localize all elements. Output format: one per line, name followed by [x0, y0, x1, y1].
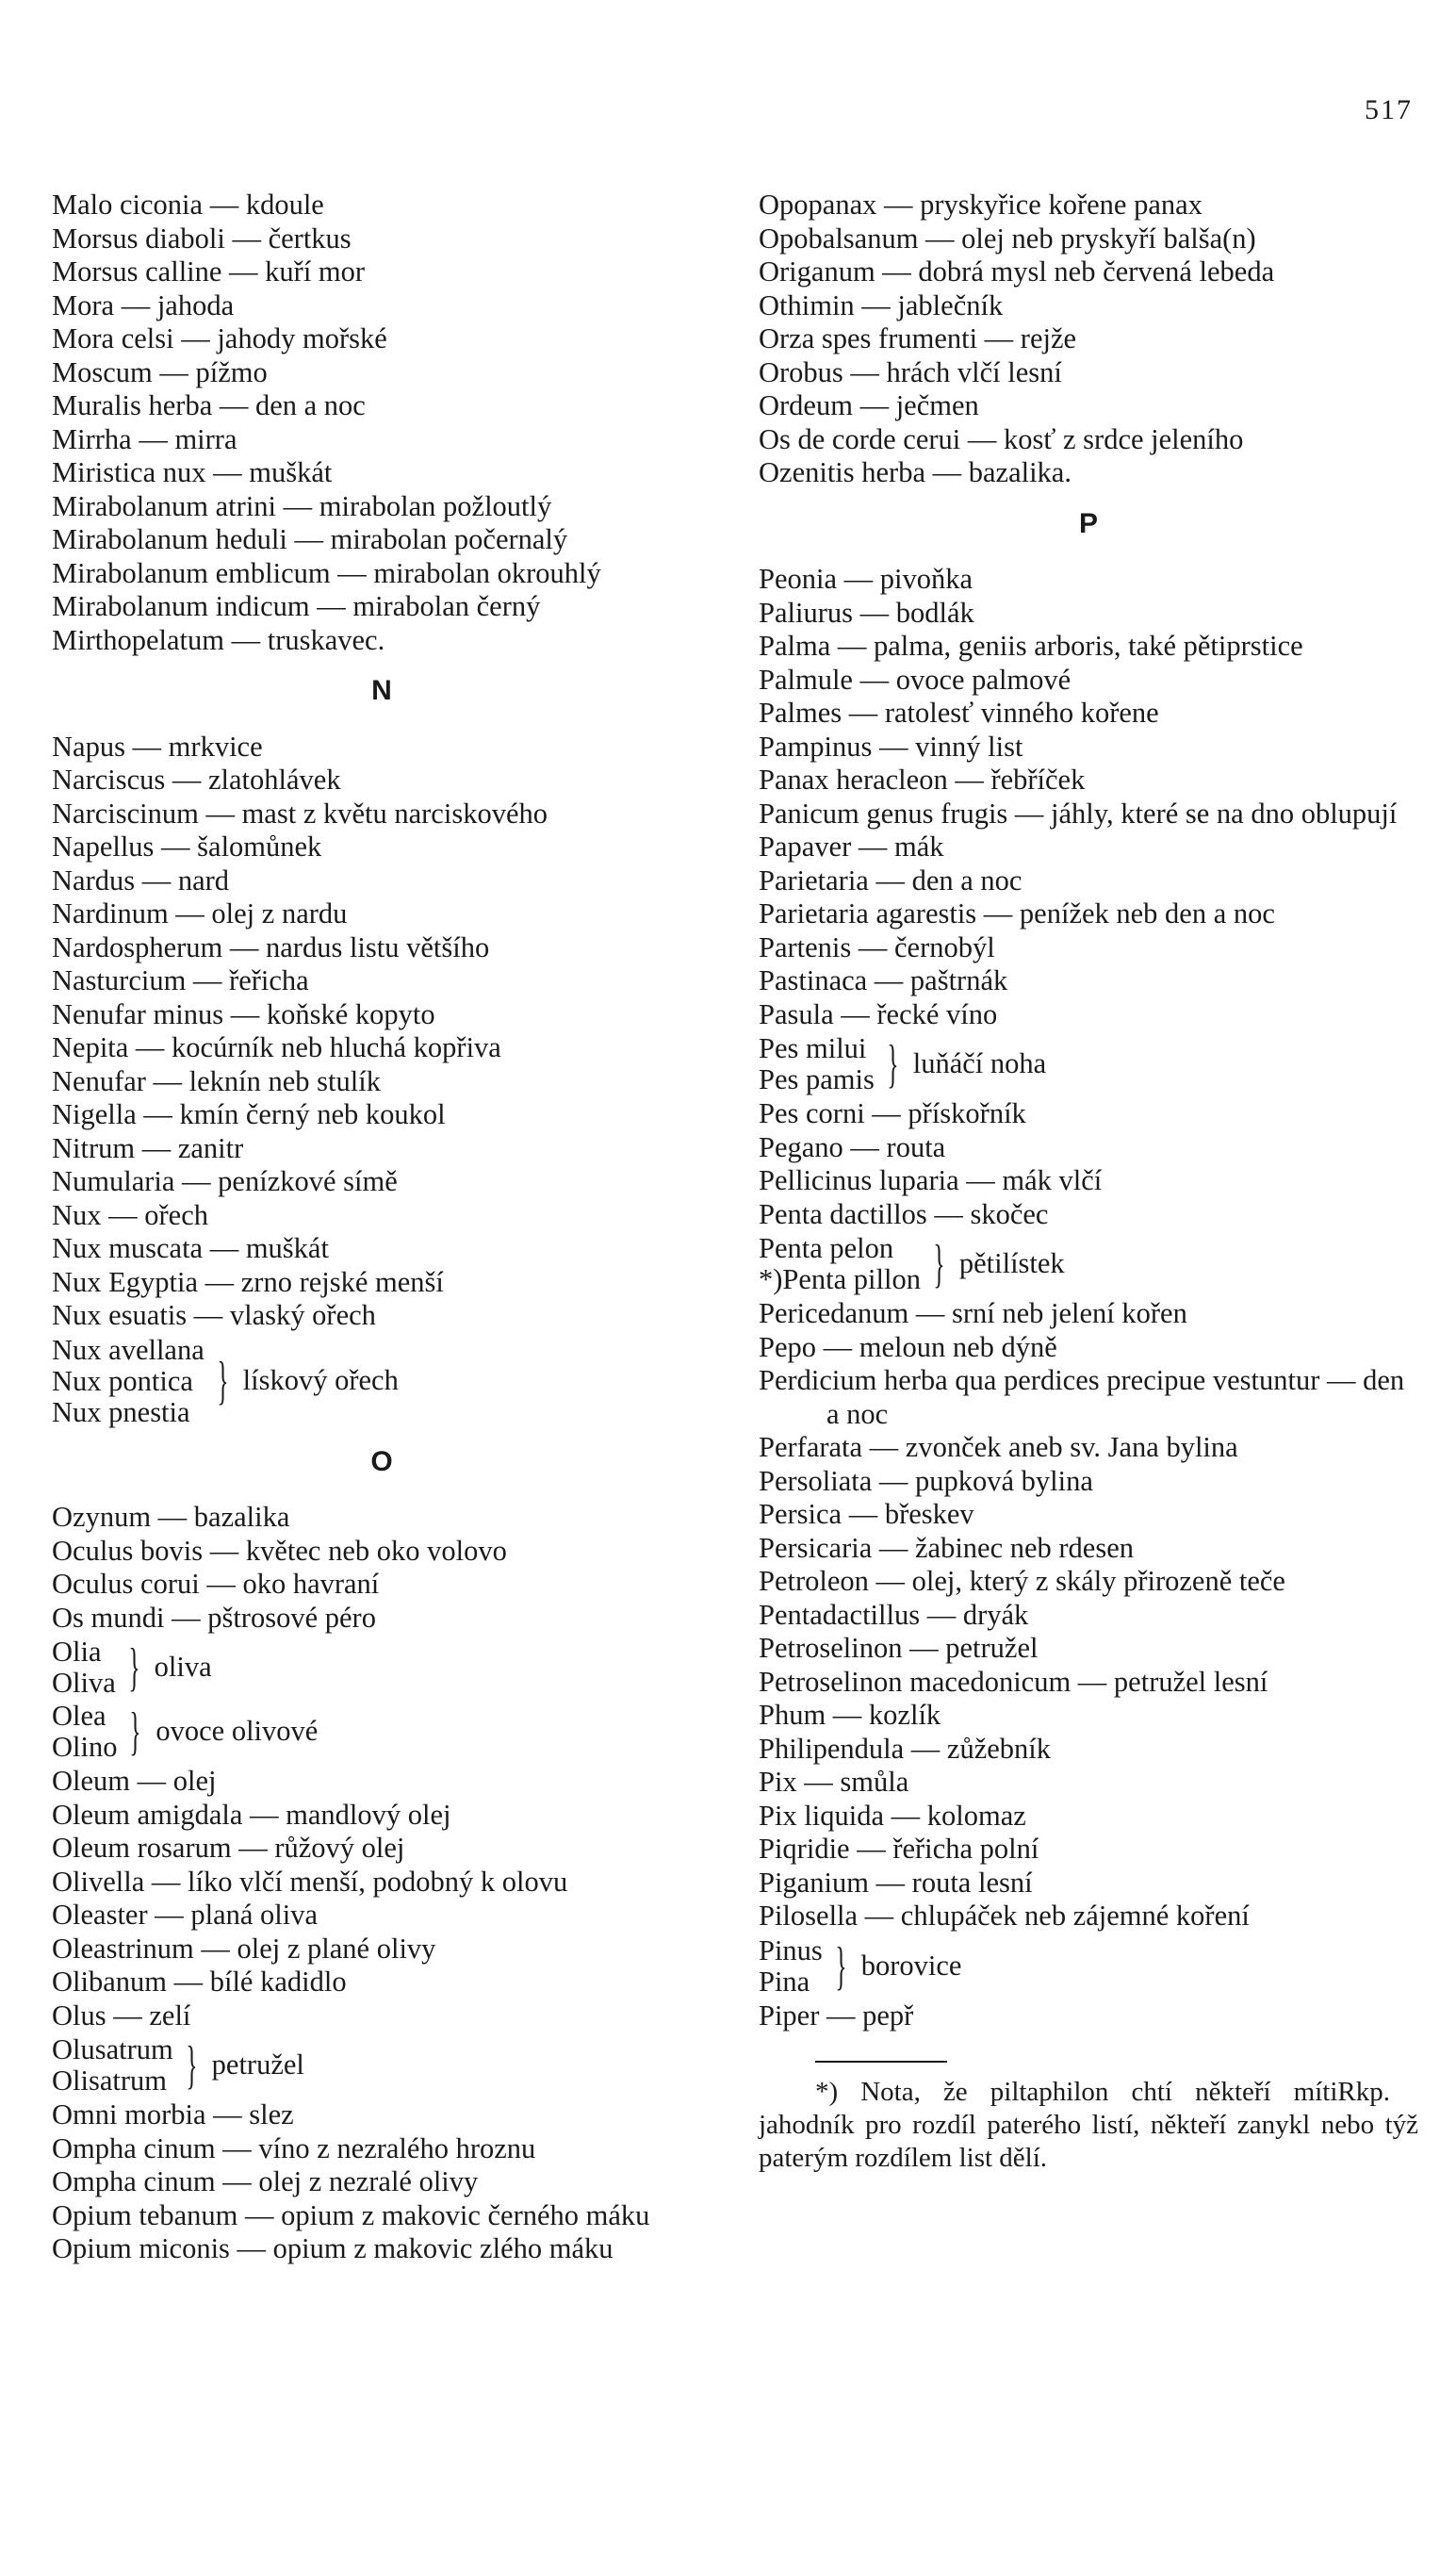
- dictionary-entry: Nux — ořech: [52, 1198, 209, 1231]
- o-group-2: [52, 1701, 712, 1763]
- grouped-term: Nux avellana: [52, 1333, 204, 1366]
- dictionary-entry: Opium miconis — opium z makovic zlého máku: [52, 2232, 613, 2264]
- grouped-term: Oliva: [52, 1667, 116, 1699]
- dictionary-entry: Pegano — routa: [759, 1130, 946, 1163]
- o-entries-b: [52, 1765, 712, 2032]
- dictionary-entry: Moscum — pížmo: [52, 355, 268, 388]
- dictionary-entry: Piganium — routa lesní: [759, 1866, 1033, 1899]
- dictionary-entry: Oculus bovis — květec neb oko volovo: [52, 1534, 507, 1567]
- grouped-term: Nux pnestia: [52, 1395, 190, 1428]
- dictionary-entry: Olibanum — bílé kadidlo: [52, 1966, 347, 1998]
- p-group-3: [759, 1935, 1418, 1998]
- section-heading-n: N: [371, 675, 392, 706]
- dictionary-entry: Mora celsi — jahody mořské: [52, 322, 387, 354]
- footnote-divider: [815, 2061, 947, 2063]
- right-brace-icon: }: [887, 1035, 899, 1094]
- dictionary-entry: Nenufar — leknín neb stulík: [52, 1064, 381, 1097]
- right-brace-icon: }: [186, 2036, 198, 2095]
- dictionary-entry: Pastinaca — paštrnák: [759, 964, 1008, 996]
- dictionary-entry: Oleum rosarum — růžový olej: [52, 1832, 405, 1864]
- dictionary-entry: Palma — palma, geniis arboris, také pětiprstice: [759, 630, 1303, 662]
- grouped-gloss: ovoce olivové: [155, 1715, 319, 1748]
- dictionary-entry: Palmule — ovoce palmové: [759, 663, 1072, 696]
- right-brace-icon: }: [129, 1703, 141, 1761]
- dictionary-entry: Oleum — olej: [52, 1765, 217, 1797]
- dictionary-entry: Nux Egyptia — zrno rejské menší: [52, 1265, 444, 1298]
- dictionary-entry: Olivella — líko vlčí menší, podobný k olovu: [52, 1865, 568, 1898]
- dictionary-entry: Perfarata — zvonček aneb sv. Jana bylina: [759, 1431, 1238, 1463]
- dictionary-entry: Ozynum — bazalika: [52, 1501, 290, 1533]
- dictionary-entry: Partenis — černobýl: [759, 930, 995, 963]
- dictionary-entry: Opobalsanum — olej neb pryskyří balša(n): [759, 222, 1256, 255]
- section-heading-o: O: [370, 1445, 393, 1477]
- dictionary-entry: Mirabolanum heduli — mirabolan počernalý: [52, 523, 568, 555]
- grouped-terms: [52, 1335, 204, 1428]
- dictionary-entry: Othimin — jablečník: [759, 288, 1004, 321]
- section-heading-p: P: [1078, 507, 1098, 539]
- dictionary-entry: Miristica nux — muškát: [52, 456, 333, 488]
- o-entries-right: [759, 189, 1418, 490]
- right-column: [759, 189, 1418, 2175]
- grouped-gloss: luňáčí noha: [912, 1047, 1047, 1080]
- dictionary-entry: Penta dactillos — skočec: [759, 1197, 1049, 1230]
- footnote-text: *) Nota, že piltaphilon chtí někteří míti jahodník pro rozdíl paterého listí, někteří zanykl nebo týž paterým rozdílem list dělí.: [759, 2077, 1418, 2173]
- dictionary-entry: Nigella — kmín černý neb koukol: [52, 1098, 446, 1130]
- m-entries: [52, 189, 712, 657]
- dictionary-entry: Ompha cinum — víno z nezralého hroznu: [52, 2131, 536, 2164]
- dictionary-entry: Opopanax — pryskyřice kořene panax: [759, 189, 1202, 221]
- dictionary-entry: Mirrha — mirra: [52, 422, 237, 455]
- dictionary-entry: Peonia — pivoňka: [759, 563, 973, 595]
- grouped-term: Penta pelon: [759, 1232, 894, 1264]
- dictionary-entry: Pampinus — vinný list: [759, 730, 1023, 763]
- dictionary-entry: Piqridie — řeřicha polní: [759, 1833, 1039, 1865]
- dictionary-entry: Nitrum — zanitr: [52, 1131, 244, 1164]
- dictionary-entry: Perdicium herba qua perdices precipue vestuntur — den a noc: [759, 1364, 1405, 1430]
- grouped-terms: [759, 1033, 875, 1095]
- grouped-term: *)Penta pillon: [759, 1263, 921, 1295]
- o-group-1: [52, 1637, 712, 1699]
- dictionary-entry: Pericedanum — srní neb jelení kořen: [759, 1297, 1187, 1329]
- dictionary-entry: Orobus — hrách vlčí lesní: [759, 355, 1062, 388]
- dictionary-entry: Numularia — penízkové símě: [52, 1165, 398, 1197]
- grouped-term: Olusatrum: [52, 2033, 173, 2065]
- grouped-term: Olisatrum: [52, 2065, 167, 2097]
- grouped-terms: [52, 2034, 173, 2097]
- dictionary-entry: Mirabolanum emblicum — mirabolan okrouhlý: [52, 556, 601, 589]
- dictionary-entry: Petroselinon macedonicum — petružel lesní: [759, 1665, 1268, 1698]
- dictionary-entry: Papaver — mák: [759, 831, 944, 863]
- grouped-terms: [52, 1637, 116, 1699]
- dictionary-entry: Narciscus — zlatohlávek: [52, 764, 341, 796]
- dictionary-entry: Muralis herba — den a noc: [52, 389, 366, 421]
- footnote: [759, 2076, 1418, 2175]
- dictionary-entry: Panicum genus frugis — jáhly, které se na dno oblupují: [759, 797, 1398, 830]
- grouped-term: Pes pamis: [759, 1063, 875, 1095]
- dictionary-entry: Persica — břeskev: [759, 1498, 974, 1530]
- dictionary-entry: Pepo — meloun neb dýně: [759, 1330, 1057, 1363]
- dictionary-entry: Nux muscata — muškát: [52, 1232, 329, 1264]
- grouped-term: Olea: [52, 1700, 106, 1732]
- dictionary-entry: Persicaria — žabinec neb rdesen: [759, 1531, 1135, 1564]
- grouped-gloss: pětilístek: [958, 1247, 1065, 1280]
- p-group-1: [759, 1033, 1418, 1095]
- dictionary-entry: Phum — kozlík: [759, 1699, 941, 1731]
- dictionary-entry: Petroselinon — petružel: [759, 1632, 1039, 1664]
- dictionary-entry: Ordeum — ječmen: [759, 389, 979, 421]
- dictionary-entry: Pix — smůla: [759, 1766, 909, 1798]
- dictionary-entry: Nardinum — olej z nardu: [52, 897, 348, 930]
- p-group-2: [759, 1233, 1418, 1295]
- dictionary-entry: Olus — zelí: [52, 1999, 191, 2032]
- dictionary-entry: Ompha cinum — olej z nezralé olivy: [52, 2165, 479, 2197]
- page-number: 517: [1365, 94, 1413, 125]
- dictionary-entry: Pentadactillus — dryák: [759, 1598, 1029, 1631]
- grouped-gloss: petružel: [211, 2048, 304, 2081]
- dictionary-entry: Orza spes frumenti — rejže: [759, 322, 1077, 354]
- p-entries-b: [759, 1097, 1418, 1231]
- right-brace-icon: }: [128, 1638, 140, 1697]
- dictionary-entry: Palmes — ratolesť vinného kořene: [759, 697, 1159, 729]
- dictionary-entry: Pix liquida — kolomaz: [759, 1799, 1026, 1832]
- dictionary-entry: Parietaria agarestis — penížek neb den a noc: [759, 897, 1275, 930]
- dictionary-entry: Parietaria — den a noc: [759, 864, 1022, 897]
- dictionary-entry: Oleum amigdala — mandlový olej: [52, 1798, 451, 1831]
- p-entries-d: [759, 1999, 1418, 2033]
- right-brace-icon: }: [217, 1352, 229, 1410]
- dictionary-entry: Morsus diaboli — čertkus: [52, 222, 352, 255]
- grouped-term: Pina: [759, 1965, 810, 1998]
- grouped-term: Olia: [52, 1636, 102, 1668]
- dictionary-entry: Os de corde cerui — kosť z srdce jeleního: [759, 422, 1244, 455]
- dictionary-entry: Paliurus — bodlák: [759, 596, 974, 629]
- right-brace-icon: }: [835, 1936, 847, 1996]
- dictionary-entry: Nepita — kocúrník neb hluchá kopřiva: [52, 1031, 501, 1063]
- grouped-term: Pes milui: [759, 1032, 867, 1064]
- dictionary-entry: Nardospherum — nardus listu většího: [52, 930, 490, 963]
- dictionary-entry: Petroleon — olej, který z skály přirozeně teče: [759, 1565, 1285, 1597]
- grouped-gloss: lískový ořech: [242, 1364, 399, 1397]
- dictionary-entry: Morsus calline — kuří mor: [52, 255, 366, 288]
- dictionary-entry: Persoliata — pupková bylina: [759, 1464, 1093, 1497]
- grouped-gloss: borovice: [860, 1949, 962, 1982]
- dictionary-entry: Mirthopelatum — truskavec.: [52, 623, 385, 656]
- grouped-terms: [52, 1701, 117, 1763]
- dictionary-entry: Pasula — řecké víno: [759, 997, 998, 1030]
- dictionary-entry: Philipendula — zůžebník: [759, 1732, 1052, 1765]
- dictionary-entry: Nenufar minus — koňské kopyto: [52, 997, 435, 1030]
- dictionary-entry: Napus — mrkvice: [52, 730, 263, 763]
- dictionary-entry: Nardus — nard: [52, 864, 230, 897]
- dictionary-entry: Narciscinum — mast z květu narciskového: [52, 797, 548, 830]
- dictionary-entry: Nux esuatis — vlaský ořech: [52, 1299, 376, 1331]
- dictionary-entry: Pilosella — chlupáček neb zájemné koření: [759, 1900, 1250, 1932]
- dictionary-entry: Oleastrinum — olej z plané olivy: [52, 1932, 436, 1965]
- n-group: [52, 1335, 712, 1428]
- dictionary-entry: Os mundi — pštrosové péro: [52, 1601, 376, 1634]
- dictionary-entry: Mora — jahoda: [52, 288, 235, 321]
- o-group-3: [52, 2034, 712, 2097]
- grouped-term: Nux pontica: [52, 1364, 193, 1397]
- dictionary-entry: Oculus corui — oko havraní: [52, 1568, 380, 1600]
- footnote-source-abbr: Rkp.: [1337, 2077, 1390, 2107]
- o-entries-c: [52, 2098, 712, 2266]
- grouped-term: Olino: [52, 1731, 118, 1763]
- dictionary-entry: Mirabolanum atrini — mirabolan požloutlý: [52, 489, 552, 522]
- dictionary-entry: Nasturcium — řeřicha: [52, 964, 309, 996]
- grouped-gloss: oliva: [154, 1651, 212, 1684]
- dictionary-entry: Mirabolanum indicum — mirabolan černý: [52, 590, 541, 622]
- p-entries-c: [759, 1297, 1418, 1933]
- p-entries-a: [759, 563, 1418, 1031]
- o-entries-a: [52, 1501, 712, 1635]
- dictionary-entry: Origanum — dobrá mysl neb červená lebeda: [759, 255, 1275, 288]
- grouped-terms: [759, 1935, 823, 1998]
- dictionary-entry: Panax heracleon — řebříček: [759, 764, 1086, 796]
- right-brace-icon: }: [933, 1235, 945, 1293]
- dictionary-entry: Malo ciconia — kdoule: [52, 189, 324, 221]
- dictionary-entry: Opium tebanum — opium z makovic černého máku: [52, 2198, 650, 2231]
- dictionary-entry: Napellus — šalomůnek: [52, 831, 322, 863]
- n-entries: [52, 731, 712, 1333]
- dictionary-entry: Ozenitis herba — bazalika.: [759, 456, 1072, 488]
- grouped-terms: [759, 1233, 921, 1295]
- dictionary-entry: Piper — pepř: [759, 1999, 914, 2032]
- dictionary-entry: Pes corni — přískořník: [759, 1097, 1026, 1129]
- dictionary-entry: Pellicinus luparia — mák vlčí: [759, 1164, 1103, 1196]
- dictionary-entry: Oleaster — planá oliva: [52, 1899, 319, 1931]
- grouped-term: Pinus: [759, 1933, 823, 1966]
- dictionary-entry: Omni morbia — slez: [52, 2098, 294, 2130]
- left-column: [52, 189, 712, 2266]
